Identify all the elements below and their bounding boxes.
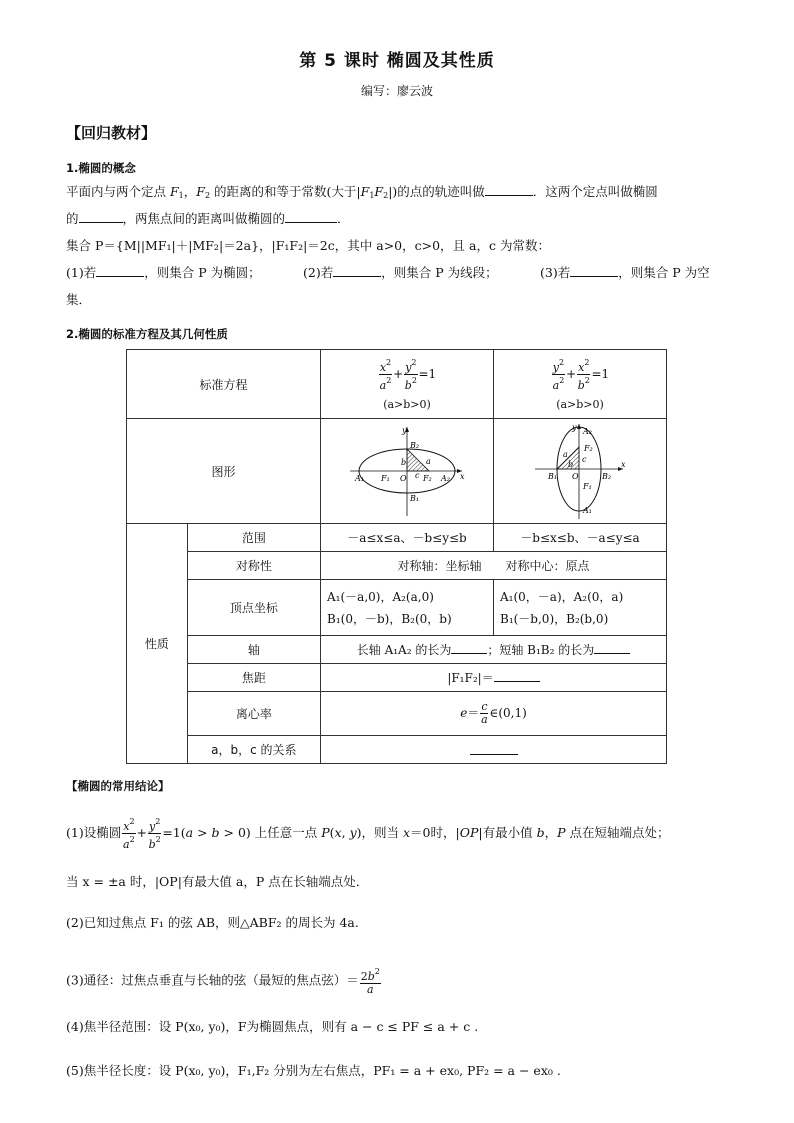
conclusion-3: (3)通径：过焦点垂直与长轴的弦（最短的焦点弦）＝ $\frac{2b^2}{a}$ — [66, 967, 380, 996]
row-label-graph: 图形 — [127, 419, 321, 524]
concept-line-4: (1)若 ，则集合 P 为椭圆； — [66, 265, 261, 280]
row-label-focal: 焦距 — [187, 664, 320, 692]
vertices-vertical: A₁(0，－a)，A₂(0，a) B₁(－b,0)，B₂(b,0) — [494, 580, 667, 636]
fig1-label: F₂ — [423, 474, 432, 483]
row-label-vertices: 顶点坐标 — [187, 580, 320, 636]
fig1-label: B₁ — [410, 494, 420, 503]
conclusion-1a: (1)设椭圆 $\frac{x^2}{a^2}$ + $\frac{y^2}{b^2}$ =1(a > b > 0) 上任意一点 P(x, y)，则当 x＝0时，|OP|有最小值 b，P 点在短轴端点处； — [66, 817, 670, 851]
abc-value — [321, 736, 667, 764]
conclusions-heading: 【椭圆的常用结论】 — [66, 779, 170, 793]
section-title: 【回归教材】 — [66, 124, 157, 142]
fig1-label: b — [401, 458, 407, 467]
conclusion-2: (2)已知过焦点 F₁ 的弦 AB，则△ABF₂ 的周长为 4a. — [66, 915, 359, 930]
cond-horizontal: (a>b>0) — [383, 398, 431, 411]
ecc-value: e＝ $\frac{c}{a}$ ∈(0,1) — [321, 692, 667, 736]
fig2-label: A₂ — [583, 427, 592, 436]
row-label-symmetry: 对称性 — [187, 552, 320, 580]
range-vertical: －b≤x≤b、－a≤y≤a — [494, 524, 667, 552]
eq-horizontal: $\frac{x^2}{a^2}$ + $\frac{y^2}{b^2}$ =1 (a>b>0) — [321, 350, 494, 419]
fig2-label: b — [568, 460, 574, 469]
eq-vertical: $\frac{y^2}{a^2}$ + $\frac{x^2}{b^2}$ =1 (a>b>0) — [494, 350, 667, 419]
fig1-label: F₁ — [381, 474, 390, 483]
row-label-ecc: 离心率 — [187, 692, 320, 736]
vertices-horizontal: A₁(－a,0)，A₂(a,0) B₁(0，－b)，B₂(0，b) — [321, 580, 494, 636]
fig2-label: x — [621, 460, 626, 469]
fig2-label: A₁ — [583, 506, 592, 515]
fig1-label: B₂ — [410, 441, 420, 450]
row-label-range: 范围 — [187, 524, 320, 552]
fig1-label: c — [415, 471, 420, 480]
properties-table — [126, 349, 667, 764]
fig2-label: y — [572, 423, 577, 432]
fig1-label: x — [460, 472, 465, 481]
fig1-label: a — [426, 457, 431, 466]
concept-line-3: 集合 P＝{M||MF₁|＋|MF₂|＝2a}，|F₁F₂|＝2c，其中 a>0，c>0，且 a，c 为常数： — [66, 238, 550, 253]
fig1-label: A₂ — [441, 474, 450, 483]
ellipse-horizontal-diagram — [322, 421, 492, 521]
ellipse-vertical-diagram — [495, 421, 665, 521]
concept-line-5: 集． — [66, 292, 92, 307]
conclusion-4: (4)焦半径范围：设 P(x₀, y₀)，F为椭圆焦点，则有 a − c ≤ PF ≤ a + c . — [66, 1019, 479, 1034]
figure-horizontal — [321, 419, 494, 524]
fig2-label: c — [582, 455, 587, 464]
fig2-label: F₂ — [584, 444, 593, 453]
page-title: 第 5 课时 椭圆及其性质 — [299, 51, 495, 71]
fig2-label: O — [572, 472, 579, 481]
conclusion-1b: 当 x = ±a 时，|OP|有最大值 a，P 点在长轴端点处． — [66, 874, 369, 889]
concept-case-2: (2)若 ，则集合 P 为线段； — [303, 265, 498, 280]
conclusion-5: (5)焦半径长度：设 P(x₀, y₀)，F₁,F₂ 分别为左右焦点，PF₁ = a + ex₀, PF₂ = a − ex₀ . — [66, 1063, 561, 1078]
fig2-label: a — [563, 450, 568, 459]
row-label-axis: 轴 — [187, 636, 320, 664]
fig1-label: A₁ — [355, 474, 364, 483]
concept-case-3: (3)若 ，则集合 P 为空 — [540, 265, 710, 280]
axis-value: 长轴 A₁A₂ 的长为 ；短轴 B₁B₂ 的长为 — [321, 636, 667, 664]
fig1-label: O — [400, 474, 407, 483]
fig2-label: B₂ — [602, 472, 612, 481]
focal-value: |F₁F₂|＝ — [321, 664, 667, 692]
fig2-label: B₁ — [548, 472, 558, 481]
cond-vertical: (a>b>0) — [556, 398, 604, 411]
fig2-label: F₁ — [583, 482, 592, 491]
concept-heading: 1.椭圆的概念 — [66, 161, 136, 175]
range-horizontal: －a≤x≤a、－b≤y≤b — [321, 524, 494, 552]
symmetry-value: 对称轴：坐标轴 对称中心：原点 — [321, 552, 667, 580]
table-heading: 2.椭圆的标准方程及其几何性质 — [66, 327, 228, 341]
concept-line-1: 平面内与两个定点 $F_1$，$F_2$ 的距离的和等于常数(大于$|F_1F_2|$)的点的轨迹叫做 ．这两个定点叫做椭圆 — [66, 184, 658, 200]
row-label-abc: a，b，c 的关系 — [187, 736, 320, 764]
fig1-label: y — [402, 426, 407, 435]
author-line: 编写：廖云波 — [360, 84, 433, 98]
figure-vertical — [494, 419, 667, 524]
concept-line-2: 的 ，两焦点间的距离叫做椭圆的 ． — [66, 211, 350, 226]
row-label-std: 标准方程 — [127, 350, 321, 419]
group-label-properties: 性质 — [127, 524, 188, 764]
